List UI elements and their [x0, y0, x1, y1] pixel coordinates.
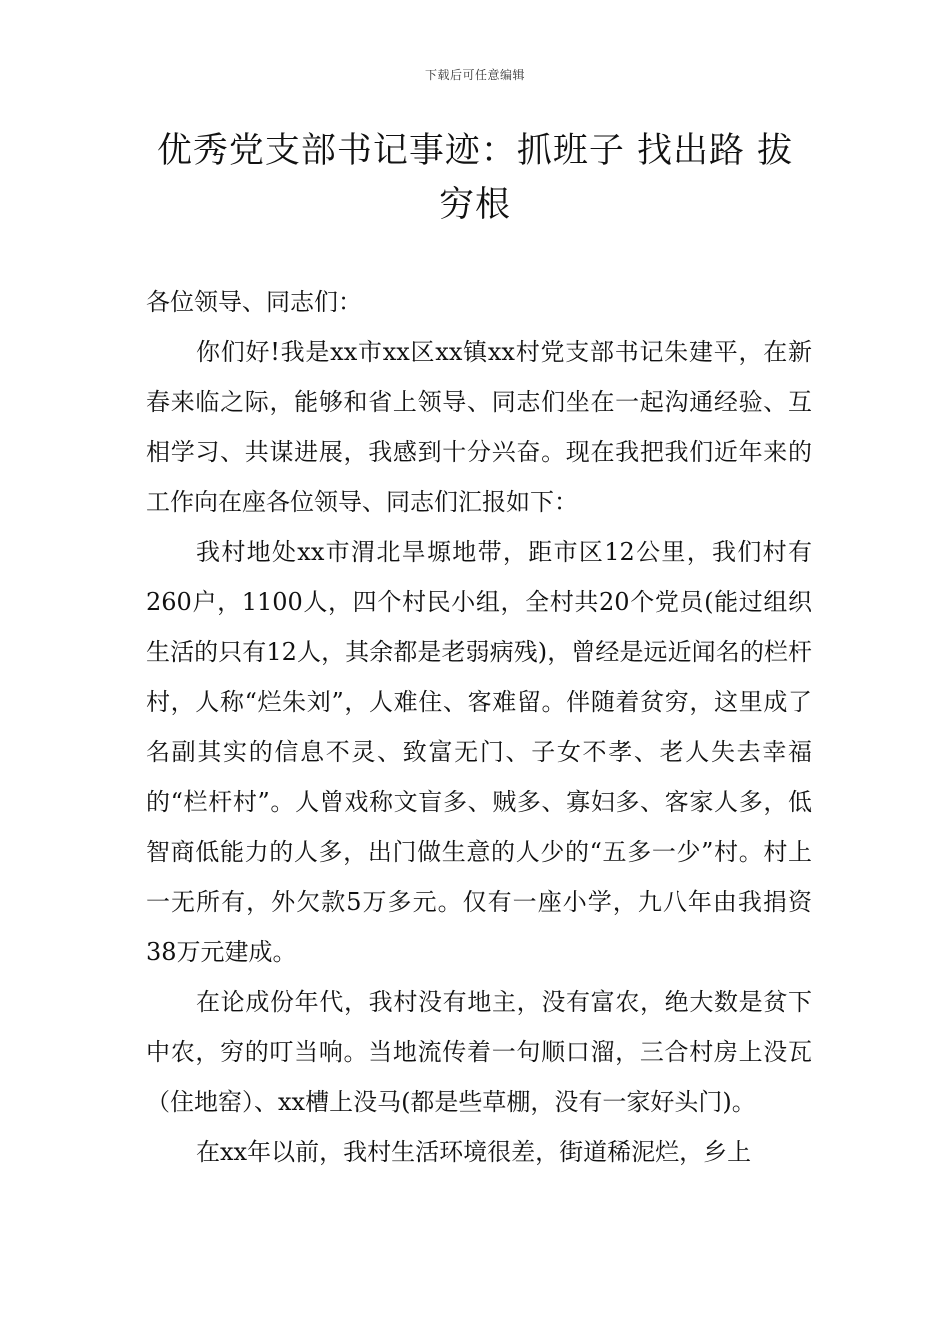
header-note: 下载后可任意编辑 [424, 68, 525, 82]
paragraph-environment: 在xx年以前，我村生活环境很差，街道稀泥烂，乡上 [196, 1138, 752, 1166]
paragraph-greeting: 你们好!我是xx市xx区xx镇xx村党支部书记朱建平，在新春来临之际，能够和省上领导、同志们坐在一起沟通经验、互相学习、共谋进展，我感到十分兴奋。现在我把我们近年来的工作向在座各位领导、同志们汇报如下： [146, 338, 812, 516]
title-line-1: 优秀党支部书记事迹：抓班子 找出路 拔 [156, 131, 794, 171]
paragraph-village-background: 我村地处xx市渭北旱塬地带，距市区12公里，我们村有260户，1100人，四个村民小组，全村共20个党员(能过组织生活的只有12人，其余都是老弱病残)，曾经是远近闻名的栏杆村，人称“烂朱刘”，人难住、客难留。伴随着贫穷，这里成了名副其实的信息不灵、致富无门、子女不孝、老人失去幸福的“栏杆村”。人曾戏称文盲多、贼多、寡妇多、客家人多，低智商低能力的人多，出门做生意的人少的“五多一少”村。村上一无所有，外欠款5万多元。仅有一座小学，九八年由我捐资38万元建成。 [146, 538, 812, 966]
title-line-2: 穷根 [438, 185, 511, 225]
paragraph-history: 在论成份年代，我村没有地主，没有富农，绝大数是贫下中农，穷的叮当响。当地流传着一句顺口溜，三合村房上没瓦（住地窑）、xx槽上没马(都是些草棚，没有一家好头门)。 [146, 988, 812, 1116]
document-body [146, 277, 812, 1177]
document-title [120, 124, 830, 232]
salutation: 各位领导、同志们： [146, 288, 362, 316]
